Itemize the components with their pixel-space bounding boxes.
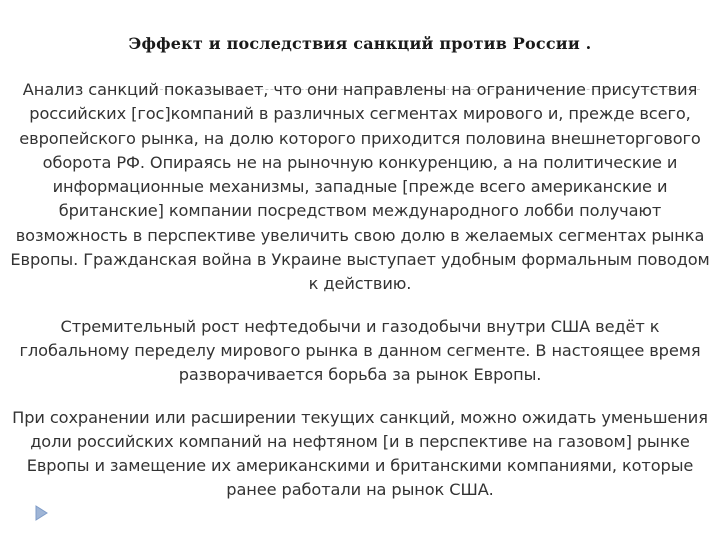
slide-body — [6, 78, 714, 521]
paragraph-sanctions-analysis: Анализ санкций показывает, что они направлены на ограничение присутствия российских [гос]компаний в различных сегментах мирового и, прежде всего, европейского рынка, на долю которого приходится половина внешнеторгового оборота РФ. Опираясь не на рыночную конкуренцию, а на политические и информационные механизмы, западные [прежде всего американские и британские] компании посредством международного лобби получают возможность в перспективе увеличить свою долю в желаемых сегментах рынка Европы. Гражданская война в Украине выступает удобным формальным поводом к действию. — [10, 80, 710, 294]
paragraph-forecast: При сохранении или расширении текущих санкций, можно ожидать уменьшения доли российских компаний на нефтяном [и в перспективе на газовом] рынке Европы и замещение их американскими и британскими компаниями, которые ранее работали на рынок США. — [12, 407, 708, 500]
slide-title: Эффект и последствия санкций против России . — [128, 34, 592, 53]
triangle-bullet-icon — [34, 505, 48, 521]
paragraph-us-production: Стремительный рост нефтедобычи и газодобычи внутри США ведёт к глобальному переделу мирового рынка в данном сегменте. В настоящее время разворачивается борьба за рынок Европы. — [19, 316, 701, 385]
